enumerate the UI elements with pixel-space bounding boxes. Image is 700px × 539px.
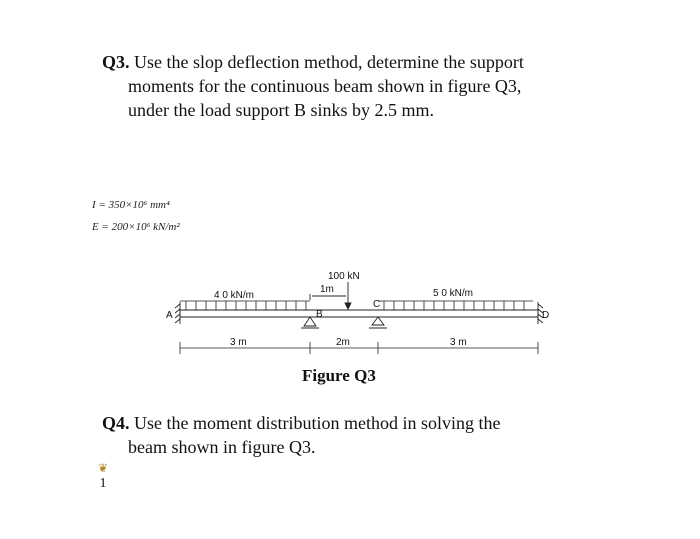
beam-diagram: [150, 258, 550, 368]
span-cd-label: 3 m: [450, 337, 467, 348]
q4-line-2: beam shown in figure Q3.: [128, 437, 316, 457]
q4-text-1: Use the moment distribution method in solving the: [134, 413, 501, 433]
point-load-label: 100 kN: [328, 271, 360, 282]
support-a-label: A: [166, 310, 173, 321]
q3-label: Q3.: [102, 52, 130, 72]
modulus-value: E = 200×10⁶ kN/m²: [92, 221, 180, 233]
point-load-offset-label: 1m: [320, 284, 334, 295]
fixed-support-a: [175, 302, 180, 324]
question-q4: [102, 411, 622, 459]
udl-right-label: 5 0 kN/m: [433, 288, 474, 299]
span-bc-label: 2m: [336, 337, 350, 348]
support-b-label: B: [316, 309, 323, 320]
q4-line-1: [102, 411, 622, 435]
ornament-icon: ❦: [97, 461, 109, 475]
inertia-value: I = 350×10⁶ mm⁴: [92, 199, 170, 211]
page-number-block: [96, 460, 110, 492]
span-ab-label: 3 m: [230, 337, 247, 348]
support-c-label: C: [373, 299, 381, 310]
page-number: 1: [99, 476, 107, 491]
udl-left: [180, 301, 310, 310]
beam: [180, 310, 538, 317]
udl-left-label: 4 0 kN/m: [214, 290, 255, 301]
roller-support-c: [369, 317, 387, 328]
figure-caption: Figure Q3: [302, 366, 376, 385]
q3-line-3: under the load support B sinks by 2.5 mm.: [128, 100, 434, 120]
support-d-label: D: [542, 310, 550, 321]
q3-line-1: [102, 50, 622, 74]
q4-label: Q4.: [102, 413, 130, 433]
q3-line-2: moments for the continuous beam shown in figure Q3,: [128, 76, 522, 96]
udl-right: [378, 301, 533, 310]
q3-text-1: Use the slop deflection method, determine the support: [134, 52, 524, 72]
question-q3: [102, 50, 622, 122]
